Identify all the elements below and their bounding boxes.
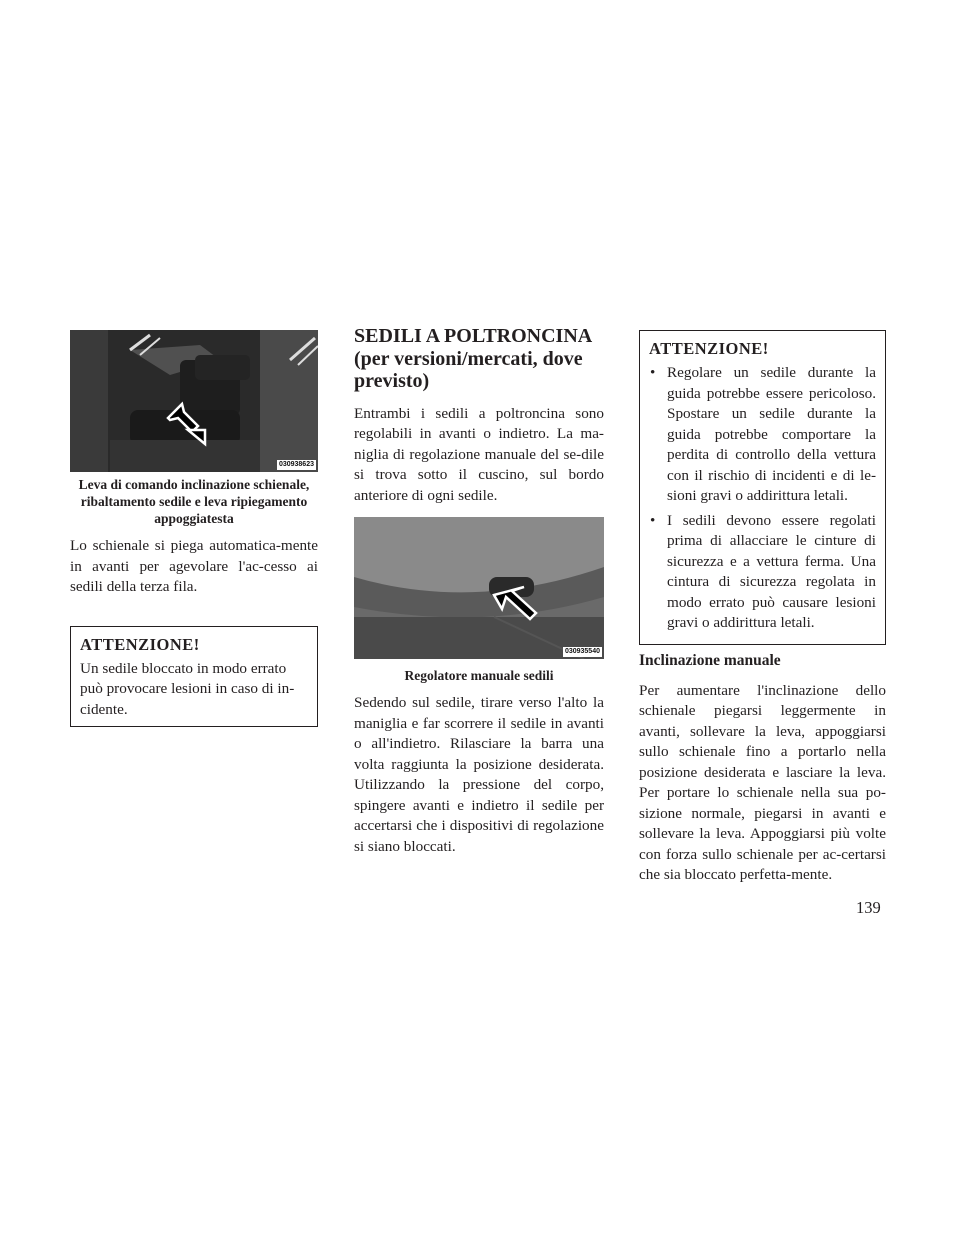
column-middle	[354, 325, 604, 857]
seat-lever-photo	[70, 330, 318, 472]
section-heading: SEDILI A POLTRONCINA (per versioni/mercati, dove previsto)	[354, 325, 592, 392]
warning-box	[639, 330, 886, 645]
photo-caption: Regolatore manuale sedili	[404, 668, 554, 683]
body-paragraph: Per aumentare l'inclinazione dello schienale piegarsi leggermente in avanti, sollevare la leva, appoggiarsi sullo schienale fino a portarlo nella posizione desiderata e lasciare la leva. Per portare lo schienale nella sua po-sizione normale, piegarsi in avanti e sollevare la leva. Appoggiarsi più volte con forza sullo schienale per ac-certarsi che sia bloccato perfetta-mente.	[639, 681, 886, 883]
body-paragraph: Entrambi i sedili a poltroncina sono regolabili in avanti o indietro. La ma-niglia di regolazione manuale del se-dile si trova sotto il cuscino, sul bordo anteriore di ogni sedile.	[354, 404, 604, 504]
photo-code: 030938623	[278, 461, 314, 468]
seat-lever-illustration	[70, 330, 318, 472]
list-item	[649, 363, 876, 507]
warning-list	[649, 363, 876, 634]
seat-adjuster-photo	[354, 517, 604, 659]
warning-title: ATTENZIONE!	[649, 339, 769, 358]
photo-code: 030935540	[564, 648, 600, 655]
list-item	[649, 511, 876, 634]
bullet-glyph: •	[650, 511, 656, 529]
bullet-glyph: •	[650, 364, 656, 381]
warning-box	[70, 626, 318, 728]
warning-text: Un sedile bloccato in modo errato può provocare lesioni in caso di in-cidente.	[80, 659, 295, 718]
seat-adjuster-illustration	[354, 517, 604, 659]
column-left	[70, 330, 318, 727]
body-paragraph: Lo schienale si piega automatica-mente in avanti per agevolare l'ac-cesso ai sedili della terza fila.	[70, 537, 318, 595]
warning-title: ATTENZIONE!	[80, 634, 200, 654]
photo-caption: Leva di comando inclinazione schienale, ribaltamento sedile e leva ripiegamento appoggiatesta	[78, 477, 310, 526]
list-item-text: Regolare un sedile durante la guida potrebbe essere pericoloso. Spostare un sedile durante la guida potrebbe comportare la perdita di controllo della vettura con il rischio di incidenti e di le-sioni gravi o addirittura letali.	[667, 364, 876, 504]
list-item-text: I sedili devono essere regolati prima di allacciare le cinture di sicurezza e a vettura ferma. Una cintura di sicurezza regolata in modo errato può causare lesioni gravi o addirittura letali.	[667, 511, 876, 631]
body-paragraph: Sedendo sul sedile, tirare verso l'alto la maniglia e far scorrere il sedile in avanti o all'indietro. Rilasciare la barra una volta raggiunta la posizione desiderata. Utilizzando la pressione del corpo, spingere avanti e indietro il sedile per accertarsi che i dispositivi di regolazione si siano bloccati.	[354, 694, 604, 855]
column-right	[639, 330, 886, 886]
subheading: Inclinazione manuale	[639, 651, 781, 669]
page-number: 139	[856, 898, 881, 917]
